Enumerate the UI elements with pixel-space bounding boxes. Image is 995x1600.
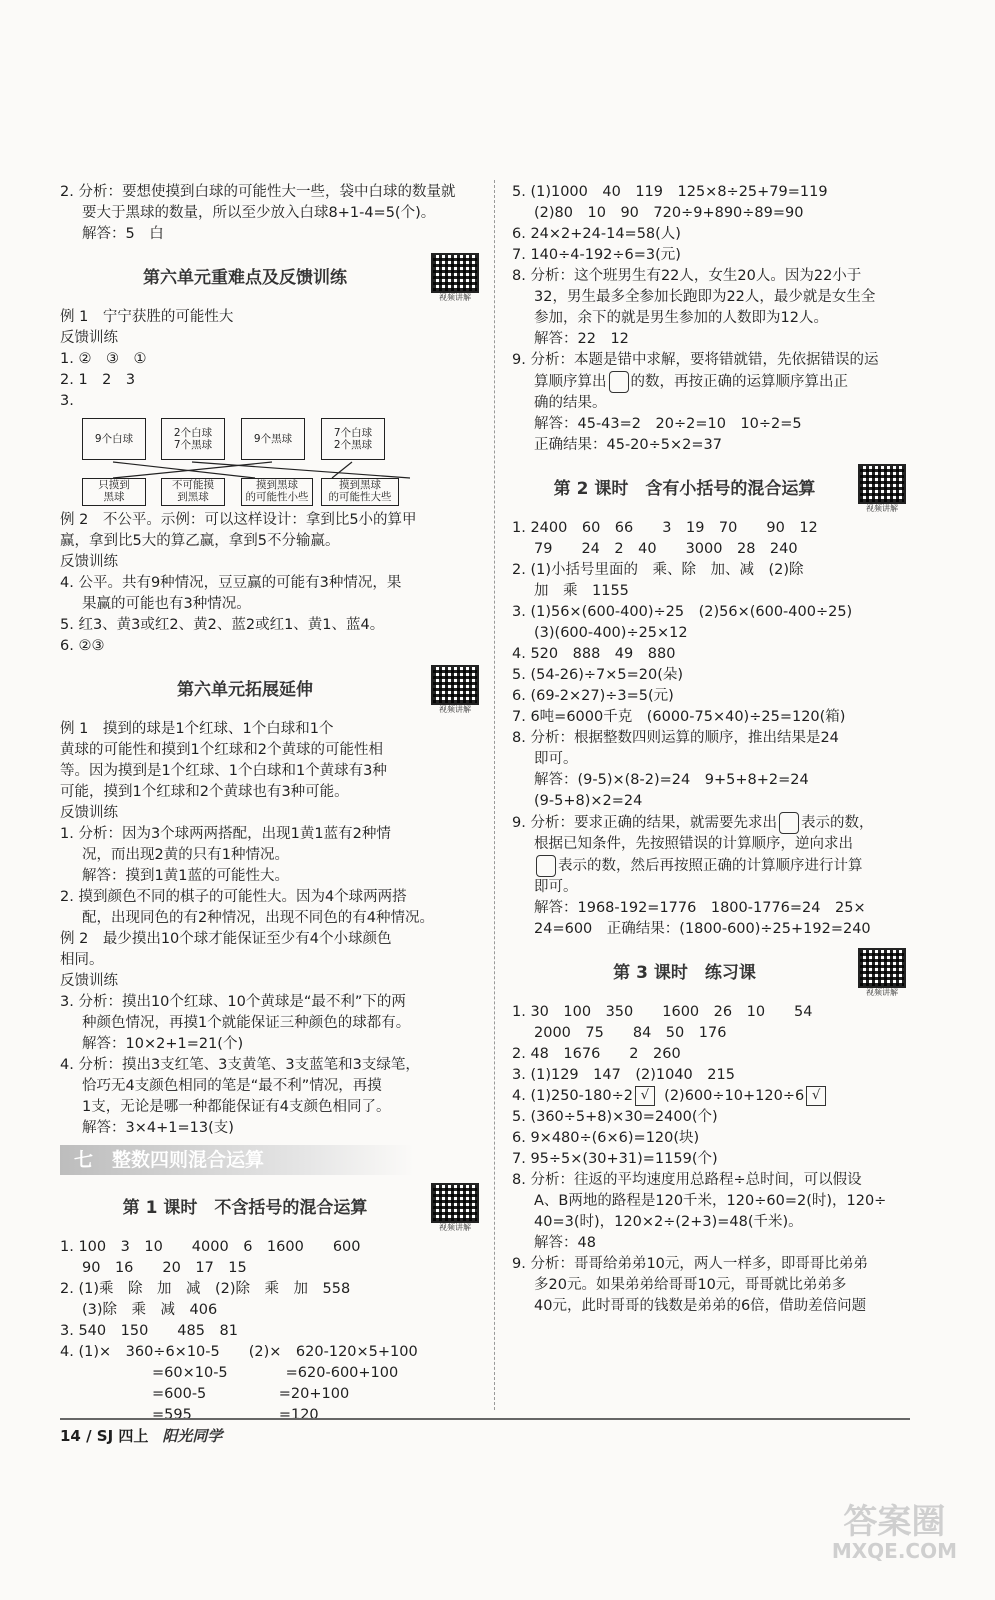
qr-icon [431,665,479,705]
left-line: 解答：10×2+1=21(个) [82,1036,244,1052]
right-line: 解答：(9-5)×(8-2)=24 9+5+8+2=24 [534,772,809,788]
left-line: 2. 摸到颜色不同的棋子的可能性大。因为4个球两两搭 [60,889,407,905]
q9a-pre: 算顺序算出 [534,374,607,390]
box-black-9: 9个黑球 [241,418,305,460]
left-line: (3)除 乘 减 406 [82,1302,218,1318]
left-line: 反馈训练 [60,973,118,989]
watermark-title: 答案圈 [843,1502,946,1542]
left-line: 5. 红3、黄3或红2、黄2、蓝2或红1、黄1、蓝4。 [60,617,385,633]
right-line: 1. 2400 60 66 3 19 70 90 12 [512,520,818,536]
brand-logo: 阳光同学 [162,1427,223,1445]
qr-icon [431,1183,479,1223]
section-header [60,665,480,715]
right-line: 6. (69-2×27)÷3=5(元) [512,688,674,704]
right-line: 解答：22 12 [534,331,629,347]
right-line: 9. 分析：哥哥给弟弟10元，两人一样多，即哥哥比弟弟 [512,1256,868,1272]
qr-caption: 视频讲解 [439,1223,471,1232]
right-line: 8. 分析：往返的平均速度用总路程÷总时间，可以假设 [512,1172,862,1188]
left-line: 例 1 摸到的球是1个红球、1个白球和1个 [60,721,334,737]
left-line: 配，出现同色的有2种情况，出现不同色的有4种情况。 [82,910,434,926]
right-line: 5. (360÷5+8)×30=2400(个) [512,1109,718,1125]
left-line: 4. 分析：摸出3支红笔、3支黄笔、3支蓝笔和3支绿笔， [60,1057,420,1073]
blank-box-icon [609,371,629,393]
blank-box-icon [536,855,556,877]
right-line: 根据已知条件，先按照错误的计算顺序，逆向求出 [534,836,853,852]
section-title: 第 1 课时 不含括号的混合运算 [122,1197,368,1218]
left-line: 90 16 20 17 15 [82,1260,247,1276]
right-line: 解答：1968-192=1776 1800-1776=24 25× [534,900,866,916]
qr-icon [858,948,906,988]
right-line: 7. 140÷4-192÷6=3(元) [512,247,681,263]
right-line: 32，男生最多全参加长跑即为22人，最少就是女生全 [534,289,876,305]
left-line: 相同。 [60,952,104,968]
right-line: (3)(600-400)÷25×12 [534,625,688,641]
left-line: 恰巧无4支颜色相同的笔是“最不利”情况，再摸 [82,1078,382,1094]
left-line: 4. (1)× 360÷6×10-5 (2)× 620-120×5+100 [60,1344,418,1360]
section-title: 第六单元重难点及反馈训练 [143,267,347,288]
right-line: 40=3(时)，120×2÷(2+3)=48(千米)。 [534,1214,803,1230]
left-line: 可能，摸到1个红球和2个黄球也有3种可能。 [60,784,349,800]
left-line: 2. (1)乘 除 加 减 (2)除 乘 加 558 [60,1281,351,1297]
left-line: 2. 分析：要想使摸到白球的可能性大一些，袋中白球的数量就 [60,184,456,200]
qr-code[interactable] [430,665,480,715]
left-line: 3. 540 150 485 81 [60,1323,238,1339]
page-footer [60,1418,910,1447]
left-line: 果赢的可能也有3种情况。 [82,596,251,612]
left-line: 解答：摸到1黄1蓝的可能性大。 [82,868,289,884]
label-only-black: 只摸到 黑球 [82,478,146,506]
q4-part2: (2)600÷10+120÷6 [664,1088,805,1104]
q9b-pre: 9. 分析：要求正确的结果，就需要先求出 [512,815,777,831]
qr-caption: 视频讲解 [439,293,471,302]
qr-icon [858,464,906,504]
left-line: =595 =120 [152,1407,319,1423]
section-title: 第 2 课时 含有小括号的混合运算 [553,478,816,499]
left-line: =600-5 =20+100 [152,1386,350,1402]
left-line: 例 2 最少摸出10个球才能保证至少有4个小球颜色 [60,931,392,947]
right-column [512,182,907,1317]
right-line: 即可。 [534,879,578,895]
qr-code[interactable] [430,253,480,303]
box-mixed-2w7b: 2个白球 7个黑球 [161,418,225,460]
right-line: 5. (54-26)÷7×5=20(朵) [512,667,684,683]
section-header [60,1183,480,1233]
right-line [512,812,907,834]
box-white-9: 9个白球 [82,418,146,460]
left-line: 6. ②③ [60,638,105,654]
right-line: 确的结果。 [534,395,607,411]
qr-caption: 视频讲解 [866,504,898,513]
probability-diagram [60,414,480,506]
right-line: 40元，此时哥哥的钱数是弟弟的6倍，借助差倍问题 [534,1298,867,1314]
left-line: 赢，拿到比5大的算乙赢，拿到5不分输赢。 [60,533,340,549]
right-line: 7. 6吨=6000千克 (6000-75×40)÷25=120(箱) [512,709,846,725]
unit-banner: 七 整数四则混合运算 [60,1145,414,1175]
box-mixed-7w2b: 7个白球 2个黑球 [321,418,385,460]
section-header [60,253,480,303]
right-line: A、B两地的路程是120千米，120÷60=2(时)，120÷ [534,1193,887,1209]
right-line: 2. (1)小括号里面的 乘、除 加、减 (2)除 [512,562,804,578]
right-line: 1. 30 100 350 1600 26 10 54 [512,1004,813,1020]
right-line: 79 24 2 40 3000 28 240 [534,541,798,557]
right-line: 2000 75 84 50 176 [534,1025,727,1041]
right-line: (9-5+8)×2=24 [534,793,643,809]
left-line: 3. 分析：摸出10个红球、10个黄球是“最不利”下的两 [60,994,406,1010]
right-line: 8. 分析：根据整数四则运算的顺序，推出结果是24 [512,730,839,746]
right-line: 2. 48 1676 2 260 [512,1046,681,1062]
left-line: 2. 1 2 3 [60,372,136,388]
checkbox-checked-icon: √ [806,1086,826,1106]
right-line: 3. (1)56×(600-400)÷25 (2)56×(600-400÷25) [512,604,853,620]
qr-caption: 视频讲解 [439,705,471,714]
qr-icon [431,253,479,293]
right-line: 解答：45-43=2 20÷2=10 10÷2=5 [534,416,802,432]
right-line: 多20元。如果弟弟给哥哥10元，哥哥就比弟弟多 [534,1277,847,1293]
right-line: 9. 分析：本题是错中求解，要将错就错，先依据错误的运 [512,352,879,368]
qr-code[interactable] [430,1183,480,1233]
left-line: 解答：3×4+1=13(支) [82,1120,234,1136]
left-line: 1支，无论是哪一种都能保证有4支颜色相同了。 [82,1099,391,1115]
section-header [512,464,907,514]
left-line: 1. 100 3 10 4000 6 1600 600 [60,1239,361,1255]
left-column [60,182,480,1426]
right-line: 正确结果：45-20÷5×2=37 [534,437,722,453]
left-line: 例 2 不公平。示例：可以这样设计：拿到比5小的算甲 [60,512,417,528]
watermark-url: MXQE.COM [831,1539,957,1563]
right-line: 5. (1)1000 40 119 125×8÷25+79=119 [512,184,828,200]
qr-caption: 视频讲解 [866,988,898,997]
qr-code[interactable] [857,948,907,998]
right-line: 加 乘 1155 [534,583,629,599]
left-line: 3. [60,393,74,409]
right-line: 解答：48 [534,1235,596,1251]
right-line: 参加，余下的就是男生参加的人数即为12人。 [534,310,828,326]
left-line: 况，而出现2黄的只有1种情况。 [82,847,289,863]
left-line: 4. 公平。共有9种情况，豆豆赢的可能有3种情况，果 [60,575,402,591]
right-line: 7. 95÷5×(30+31)=1159(个) [512,1151,718,1167]
left-line: 例 1 宁宁获胜的可能性大 [60,309,234,325]
left-line: 等。因为摸到是1个红球、1个白球和1个黄球有3种 [60,763,387,779]
q4-part1: 4. (1)250-180÷2 [512,1088,633,1104]
right-line: 24=600 正确结果：(1800-600)÷25+192=240 [534,921,871,937]
right-line: 4. 520 888 49 880 [512,646,676,662]
right-line [512,371,907,393]
label-less-likely: 摸到黑球 的可能性小些 [241,478,313,506]
right-line: 6. 9×480÷(6×6)=120(块) [512,1130,700,1146]
q9a-post: 的数，再按正确的运算顺序算出正 [630,374,848,390]
right-line: (2)80 10 90 720÷9+890÷89=90 [534,205,804,221]
section-title: 第 3 课时 练习课 [613,962,756,983]
right-line [512,855,907,877]
q9b-post: 表示的数， [800,815,874,831]
site-watermark [832,1503,957,1562]
section-header [512,948,907,998]
blank-box-icon [779,812,799,834]
column-divider [494,180,495,1410]
left-line: 种颜色情况，再摸1个就能保证三种颜色的球都有。 [82,1015,411,1031]
checkbox-checked-icon: √ [635,1086,655,1106]
left-line: 反馈训练 [60,330,118,346]
left-line: 解答：5 白 [82,226,164,242]
right-line [512,1086,907,1107]
right-line: 6. 24×2+24-14=58(人) [512,226,681,242]
label-impossible-black: 不可能摸 到黑球 [161,478,225,506]
left-line: 要大于黑球的数量，所以至少放入白球8+1-4=5(个)。 [82,205,436,221]
right-line: 8. 分析：这个班男生有22人，女生20人。因为22小于 [512,268,862,284]
left-line: 1. 分析：因为3个球两两搭配，出现1黄1蓝有2种情 [60,826,391,842]
left-line: 反馈训练 [60,554,118,570]
right-line: 即可。 [534,751,578,767]
q9b-line3: 表示的数，然后再按照正确的计算顺序进行计算 [558,858,863,874]
left-line: 黄球的可能性和摸到1个红球和2个黄球的可能性相 [60,742,383,758]
page-number: 14 / SJ 四上 [60,1427,149,1445]
right-line: 3. (1)129 147 (2)1040 215 [512,1067,735,1083]
label-more-likely: 摸到黑球 的可能性大些 [321,478,399,506]
left-line: =60×10-5 =620-600+100 [152,1365,399,1381]
section-title: 第六单元拓展延伸 [177,679,313,700]
left-line: 反馈训练 [60,805,118,821]
qr-code[interactable] [857,464,907,514]
left-line: 1. ② ③ ① [60,351,147,367]
